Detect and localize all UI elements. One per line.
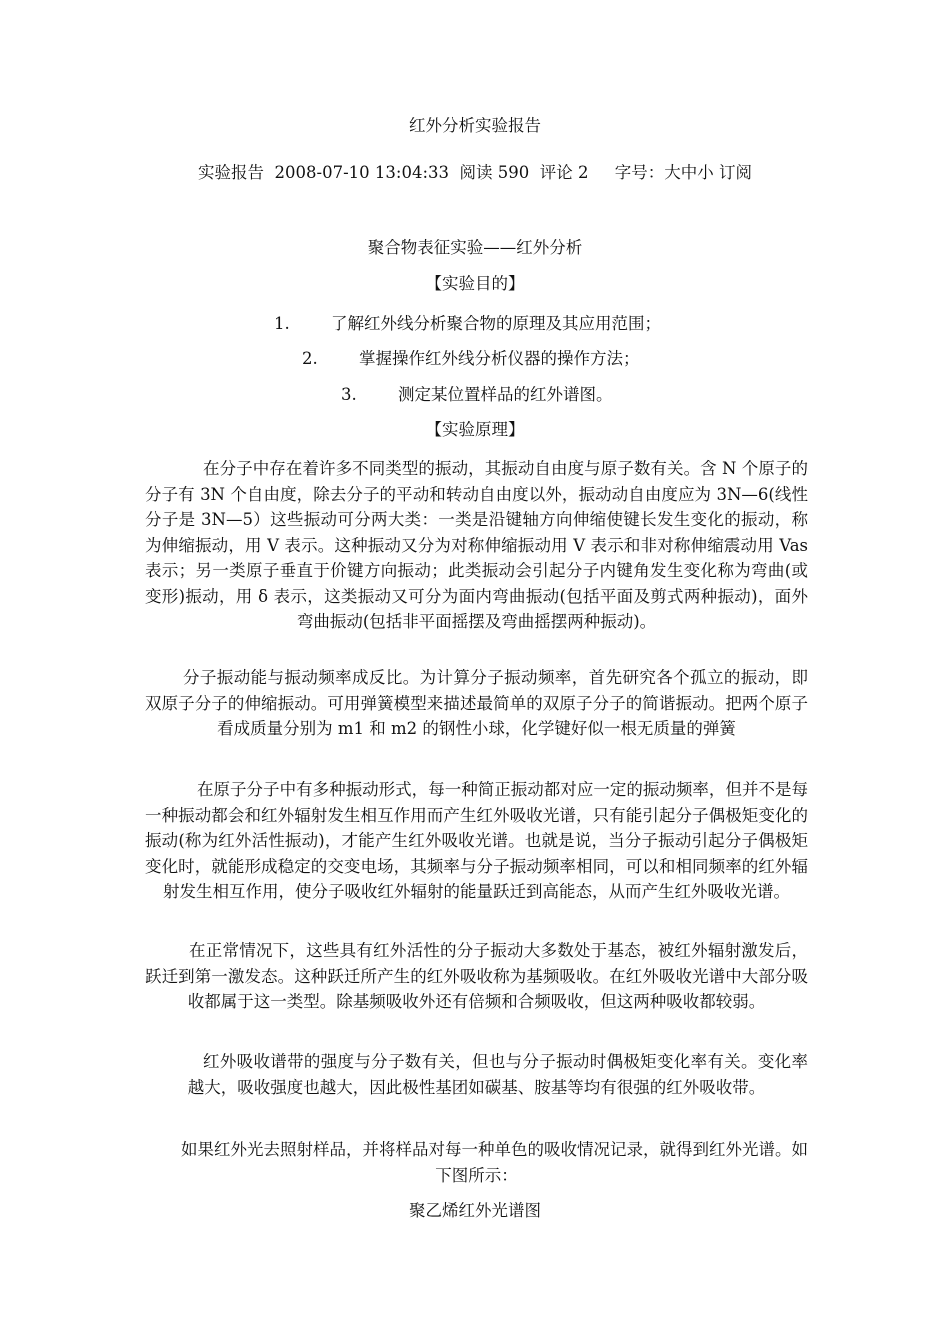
- body-paragraph: 如果红外光去照射样品，并将样品对每一种单色的吸收情况记录，就得到红外光谱。如下图所示：: [181, 1140, 808, 1185]
- document-title: 红外分析实验报告: [409, 116, 541, 135]
- section-heading-purpose: 【实验目的】: [425, 274, 525, 293]
- body-paragraph: 红外吸收谱带的强度与分子数有关，但也与分子振动时偶极矩变化率有关。变化率越大，吸收强度也越大，因此极性基团如碳基、胺基等均有很强的红外吸收带。: [187, 1052, 808, 1097]
- section-heading-principle: 【实验原理】: [425, 420, 525, 439]
- post-meta-line: 实验报告 2008-07-10 13:04:33 阅读 590 评论 2 字号：大中小 订阅: [198, 163, 752, 182]
- body-paragraph: 在正常情况下，这些具有红外活性的分子振动大多数处于基态，被红外辐射激发后，跃迁到第一激发态。这种跃迁所产生的红外吸收称为基频吸收。在红外吸收光谱中大部分吸收都属于这一类型。除基频吸收外还有倍频和合频吸收，但这两种吸收都较弱。: [145, 941, 808, 1011]
- body-paragraph: 在原子分子中有多种振动形式，每一种简正振动都对应一定的振动频率，但并不是每一种振动都会和红外辐射发生相互作用而产生红外吸收光谱，只有能引起分子偶极矩变化的振动(称为红外活性振动)，才能产生红外吸收光谱。也就是说，当分子振动引起分子偶极矩变化时，就能形成稳定的交变电场，其频率与分子振动频率相同，可以和相同频率的红外辐射发生相互作用，使分子吸收红外辐射的能量跃迁到高能态，从而产生红外吸收光谱。: [145, 780, 808, 901]
- list-item-number: 1.: [274, 314, 290, 333]
- list-item-number: 3.: [341, 385, 357, 404]
- figure-caption: 聚乙烯红外光谱图: [409, 1201, 541, 1220]
- report-subtitle: 聚合物表征实验——红外分析: [367, 238, 583, 257]
- body-paragraph: 分子振动能与振动频率成反比。为计算分子振动频率，首先研究各个孤立的振动，即双原子分子的伸缩振动。可用弹簧模型来描述最简单的双原子分子的简谐振动。把两个原子看成质量分别为 m1 和 m2 的钢性小球，化学键好似一根无质量的弹簧: [145, 668, 808, 738]
- body-paragraph: 在分子中存在着许多不同类型的振动，其振动自由度与原子数有关。含 N 个原子的分子有 3N 个自由度，除去分子的平动和转动自由度以外，振动动自由度应为 3N—6(线性分子是 3N—5）这些振动可分两大类：一类是沿键轴方向伸缩使键长发生变化的振动，称为伸缩振动，用 V 表示。这种振动又分为对称伸缩振动用 V 表示和非对称伸缩震动用 Vas 表示；另一类原子垂直于价键方向振动；此类振动会引起分子内键角发生变化称为弯曲(或变形)振动，用 δ 表示，这类振动又可分为面内弯曲振动(包括平面及剪式两种振动)，面外弯曲振动(包括非平面摇摆及弯曲摇摆两种振动)。: [145, 459, 808, 631]
- list-item-number: 2.: [302, 349, 318, 368]
- list-item-text: 测定某位置样品的红外谱图。: [398, 385, 613, 404]
- list-item-text: 了解红外线分析聚合物的原理及其应用范围；: [331, 314, 661, 333]
- list-item-text: 掌握操作红外线分析仪器的操作方法；: [359, 349, 640, 368]
